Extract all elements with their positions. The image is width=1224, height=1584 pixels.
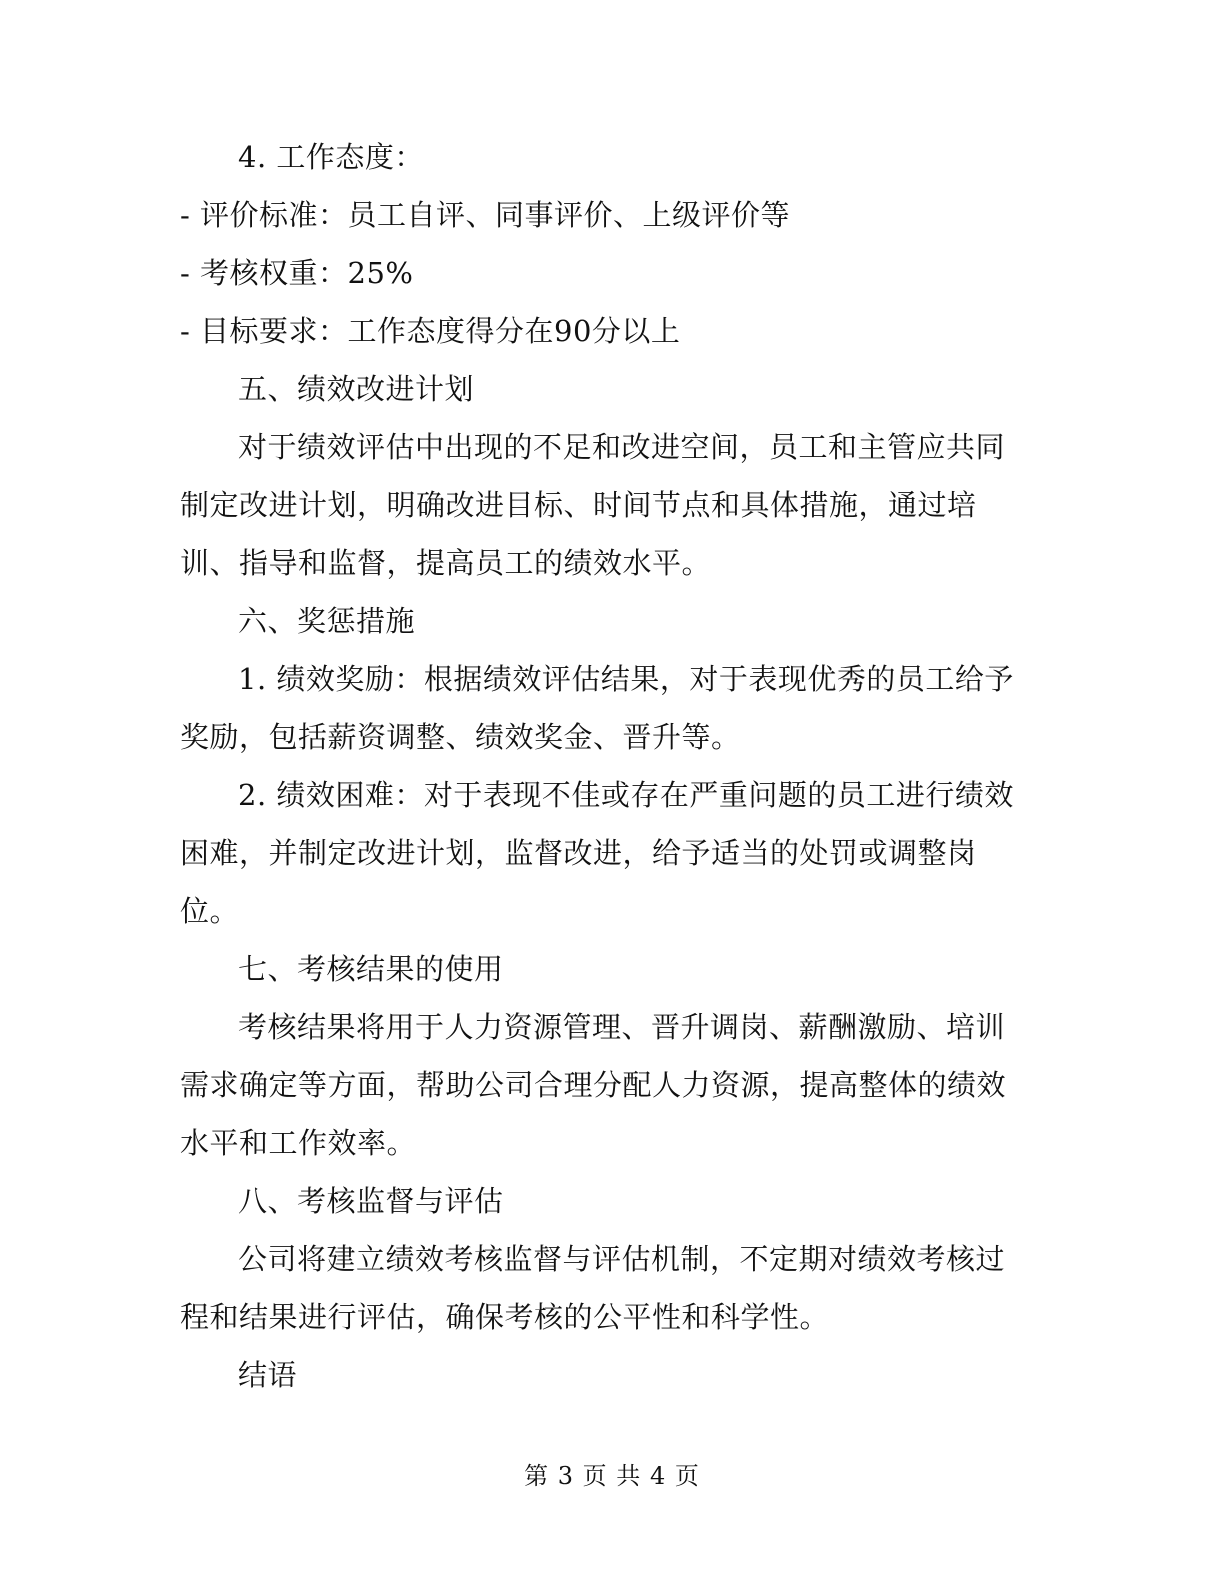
paragraph-line: 奖励，包括薪资调整、绩效奖金、晋升等。 (180, 720, 741, 754)
section-heading-improvement-plan: 五、绩效改进计划 (238, 372, 475, 406)
paragraph-line: 需求确定等方面，帮助公司合理分配人力资源，提高整体的绩效 (180, 1068, 1007, 1102)
bullet-target-requirement: - 目标要求：工作态度得分在90分以上 (180, 314, 681, 348)
section-heading-conclusion: 结语 (238, 1358, 298, 1392)
paragraph-line: 1. 绩效奖励：根据绩效评估结果，对于表现优秀的员工给予 (238, 662, 1014, 696)
paragraph-line: 位。 (180, 894, 240, 928)
bullet-assessment-weight: - 考核权重：25% (180, 256, 414, 290)
section-heading-supervision: 八、考核监督与评估 (238, 1184, 504, 1218)
paragraph-line: 训、指导和监督，提高员工的绩效水平。 (180, 546, 712, 580)
paragraph-line: 对于绩效评估中出现的不足和改进空间，员工和主管应共同 (238, 430, 1006, 464)
paragraph-line: 公司将建立绩效考核监督与评估机制，不定期对绩效考核过 (238, 1242, 1006, 1276)
paragraph-line: 困难，并制定改进计划，监督改进，给予适当的处罚或调整岗 (180, 836, 977, 870)
paragraph-line: 制定改进计划，明确改进目标、时间节点和具体措施，通过培 (180, 488, 977, 522)
paragraph-line: 程和结果进行评估，确保考核的公平性和科学性。 (180, 1300, 830, 1334)
section-heading-rewards-penalties: 六、奖惩措施 (238, 604, 416, 638)
paragraph-line: 2. 绩效困难：对于表现不佳或存在严重问题的员工进行绩效 (238, 778, 1014, 812)
section-heading-result-usage: 七、考核结果的使用 (238, 952, 504, 986)
paragraph-line: 考核结果将用于人力资源管理、晋升调岗、薪酬激励、培训 (238, 1010, 1006, 1044)
bullet-evaluation-standard: - 评价标准：员工自评、同事评价、上级评价等 (180, 198, 791, 232)
paragraph-line: 水平和工作效率。 (180, 1126, 417, 1160)
document-body (180, 128, 1040, 1404)
item-heading-work-attitude: 4. 工作态度： (238, 140, 424, 174)
page-number-footer: 第 3 页 共 4 页 (524, 1462, 700, 1490)
